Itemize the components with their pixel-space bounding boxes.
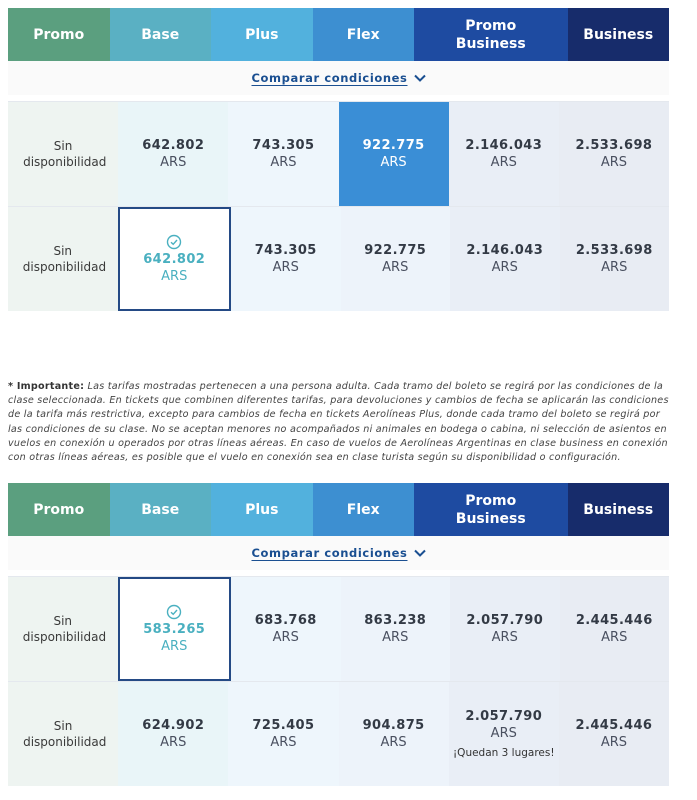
currency: ARS — [600, 155, 628, 170]
compare-conditions-link[interactable] — [252, 71, 426, 85]
fare-row — [8, 681, 669, 786]
price: 922.775 — [362, 138, 425, 153]
fare-cell-business[interactable] — [559, 682, 669, 786]
header-promo-business: Promo Business — [414, 483, 568, 536]
price: 642.802 — [143, 252, 206, 267]
check-circle-icon — [166, 234, 182, 250]
currency: ARS — [490, 726, 517, 741]
price: 583.265 — [143, 622, 206, 637]
currency: ARS — [601, 260, 628, 275]
currency: ARS — [272, 260, 299, 275]
currency: ARS — [600, 735, 628, 750]
compare-conditions-label: Comparar condiciones — [251, 71, 408, 85]
fare-cell-plus[interactable] — [228, 682, 338, 786]
compare-conditions-label: Comparar condiciones — [251, 546, 408, 560]
header-business: Business — [568, 483, 670, 536]
price: 683.768 — [254, 613, 317, 628]
fare-table-2 — [8, 483, 669, 786]
currency: ARS — [490, 155, 517, 170]
no-availability-text: Sin disponibilidad — [22, 244, 107, 274]
header-promo: Promo — [8, 8, 110, 61]
promo-unavailable-cell — [8, 207, 118, 311]
currency: ARS — [270, 735, 297, 750]
fare-cell-base[interactable] — [118, 682, 228, 786]
fare-cell-promo-business[interactable] — [450, 207, 560, 311]
currency: ARS — [380, 155, 407, 170]
header-base: Base — [110, 483, 212, 536]
compare-conditions-link[interactable] — [252, 546, 426, 560]
fare-cell-business[interactable] — [559, 102, 669, 206]
price: 922.775 — [364, 243, 427, 258]
currency: ARS — [161, 639, 188, 654]
fare-row — [8, 206, 669, 311]
header-promo: Promo — [8, 483, 110, 536]
fare-cell-flex[interactable] — [341, 577, 451, 681]
no-availability-text: Sin disponibilidad — [23, 139, 107, 169]
currency: ARS — [382, 260, 409, 275]
price: 2.057.790 — [466, 613, 544, 628]
fare-cell-promo-business[interactable] — [449, 102, 559, 206]
currency: ARS — [601, 630, 628, 645]
header-business: Business — [568, 8, 670, 61]
price: 2.533.698 — [575, 138, 653, 153]
price: 624.902 — [142, 718, 205, 733]
fare-cell-promo-business[interactable] — [449, 682, 559, 786]
fare-row — [8, 101, 669, 206]
fare-header-row — [8, 483, 669, 536]
fare-cell-plus[interactable] — [231, 577, 341, 681]
no-availability-text: Sin disponibilidad — [23, 719, 107, 749]
price: 743.305 — [254, 243, 317, 258]
compare-bar — [8, 536, 669, 570]
currency: ARS — [380, 735, 407, 750]
promo-unavailable-cell — [8, 102, 118, 206]
header-base: Base — [110, 8, 212, 61]
fare-cell-flex[interactable] — [339, 102, 449, 206]
important-label: * Importante: — [8, 381, 85, 392]
header-flex: Flex — [313, 8, 415, 61]
fare-cell-promo-business[interactable] — [450, 577, 560, 681]
currency: ARS — [272, 630, 299, 645]
header-flex: Flex — [313, 483, 415, 536]
fare-row — [8, 576, 669, 681]
fare-table-1 — [8, 8, 669, 311]
fare-cell-flex[interactable] — [339, 682, 449, 786]
check-circle-icon — [166, 604, 182, 620]
currency: ARS — [382, 630, 409, 645]
fare-cell-flex[interactable] — [341, 207, 451, 311]
fare-cell-business[interactable] — [560, 207, 670, 311]
price: 743.305 — [252, 138, 315, 153]
price: 2.146.043 — [465, 138, 543, 153]
fare-cell-base-selected[interactable] — [118, 577, 232, 681]
important-text: Las tarifas mostradas pertenecen a una persona adulta. Cada tramo del boleto se regirá por las condiciones de la clase seleccionada. En tickets que combinen diferentes tarifas, para devoluciones y cambios de fecha se aplicarán las condiciones de la tarifa más restrictiva, excepto para cambios de fecha en tickets Aerolíneas Plus, donde cada tramo del boleto se regirá por las condiciones de su clase. No se aceptan menores no acompañados ni animales en bodega o cabina, ni selección de asientos en vuelos en conexión u operados por otras líneas aéreas. En caso de vuelos de Aerolíneas Argentinas en clase business en conexión con otras líneas aéreas, es posible que el vuelo en conexión sea en clase turista según su disponibilidad o configuración. — [8, 381, 669, 464]
fare-cell-base-selected[interactable] — [118, 207, 232, 311]
price: 904.875 — [362, 718, 425, 733]
price: 725.405 — [252, 718, 315, 733]
fare-cell-business[interactable] — [560, 577, 670, 681]
no-availability-text: Sin disponibilidad — [22, 614, 107, 644]
price: 642.802 — [142, 138, 205, 153]
price: 863.238 — [364, 613, 427, 628]
fare-cell-plus[interactable] — [231, 207, 341, 311]
header-plus: Plus — [211, 8, 313, 61]
chevron-down-icon — [414, 549, 426, 557]
fare-header-row — [8, 8, 669, 61]
chevron-down-icon — [414, 74, 426, 82]
currency: ARS — [270, 155, 297, 170]
currency: ARS — [161, 269, 188, 284]
header-promo-business: Promo Business — [414, 8, 568, 61]
price: 2.445.446 — [575, 613, 653, 628]
price: 2.533.698 — [575, 243, 653, 258]
compare-bar — [8, 61, 669, 95]
fare-cell-base[interactable] — [118, 102, 228, 206]
price: 2.146.043 — [466, 243, 544, 258]
fare-cell-plus[interactable] — [228, 102, 338, 206]
promo-unavailable-cell — [8, 682, 118, 786]
currency: ARS — [491, 260, 518, 275]
header-plus: Plus — [211, 483, 313, 536]
currency: ARS — [160, 735, 187, 750]
currency: ARS — [491, 630, 518, 645]
currency: ARS — [160, 155, 187, 170]
price: 2.445.446 — [575, 718, 653, 733]
important-note — [8, 380, 669, 465]
promo-unavailable-cell — [8, 577, 118, 681]
price: 2.057.790 — [465, 709, 543, 724]
seats-left-badge: ¡Quedan 3 lugares! — [452, 747, 555, 759]
